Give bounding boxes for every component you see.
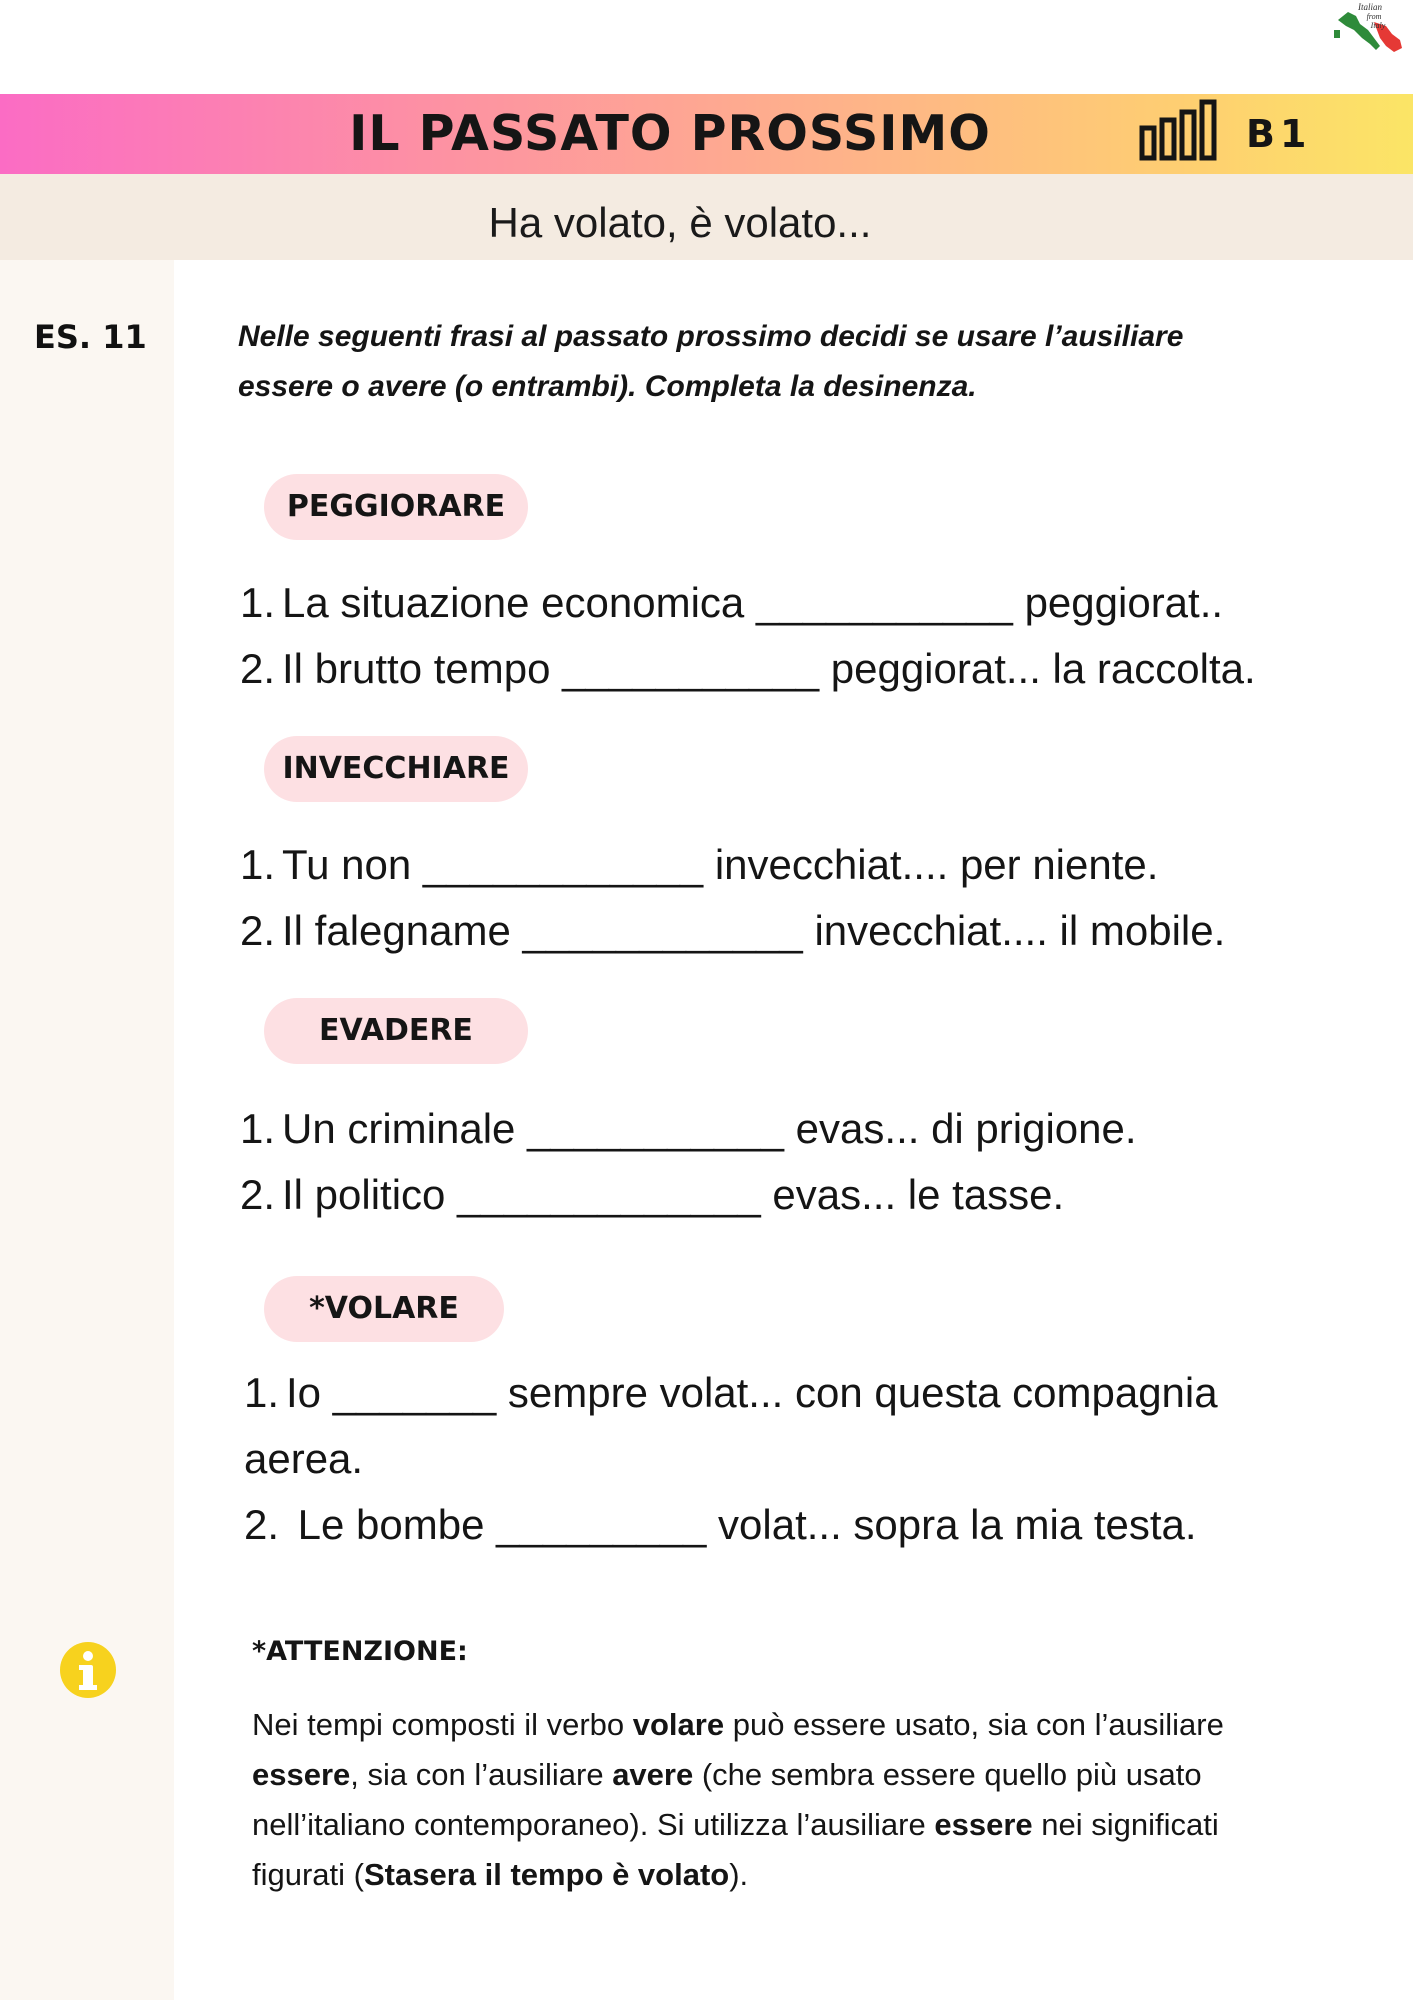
sentence-number: 2. bbox=[240, 645, 276, 692]
sentence-text: Il falegname ____________ invecchiat.... il mobile. bbox=[282, 907, 1226, 954]
attention-bold: Stasera il tempo è volato bbox=[363, 1857, 730, 1892]
attention-text: (che sembra essere quello più usato nell’italiano contemporaneo). Si utilizza l’ausiliare bbox=[252, 1757, 1202, 1842]
svg-text:Italian: Italian bbox=[1358, 2, 1382, 12]
info-icon bbox=[58, 1640, 118, 1700]
exercise-instructions: Nelle seguenti frasi al passato prossimo decidi se usare l’ausiliare essere o avere (o entrambi). Completa la desinenza. bbox=[238, 320, 1184, 403]
sentence-peggiorare-2 bbox=[240, 636, 1340, 702]
sentence-invecchiare-2 bbox=[240, 898, 1340, 964]
sentence-text: Il brutto tempo ___________ peggiorat... la raccolta. bbox=[282, 645, 1256, 692]
signal-bars-level-icon bbox=[1138, 98, 1226, 166]
page-title: IL PASSATO PROSSIMO bbox=[349, 105, 991, 162]
attention-text: nei significati figurati ( bbox=[252, 1807, 1219, 1892]
sentence-text: Il politico _____________ evas... le tasse. bbox=[282, 1171, 1065, 1218]
attention-bold: essere bbox=[934, 1807, 1033, 1842]
attention-bold: avere bbox=[612, 1757, 694, 1792]
sentence-number: 1. bbox=[244, 1369, 280, 1416]
attention-text: ). bbox=[729, 1857, 749, 1892]
sentence-number: 1. bbox=[240, 1105, 276, 1152]
attention-bold: volare bbox=[632, 1707, 725, 1742]
exercise-number: ES. 11 bbox=[34, 318, 147, 356]
left-sidebar-strip bbox=[0, 260, 174, 2000]
attention-title: *ATTENZIONE: bbox=[252, 1636, 468, 1667]
sentence-number: 2. bbox=[240, 907, 276, 954]
logo-italy-map-icon bbox=[1330, 0, 1410, 60]
sentence-text: aerea. bbox=[244, 1435, 364, 1482]
level-badge: B1 bbox=[1246, 112, 1312, 156]
sentence-number: 2. bbox=[240, 1171, 276, 1218]
sentence-number: 1. bbox=[240, 579, 276, 626]
sentence-volare-1 bbox=[244, 1360, 1344, 1426]
verb-pill-invecchiare: INVECCHIARE bbox=[264, 736, 528, 802]
attention-text: , sia con l’ausiliare bbox=[350, 1757, 613, 1792]
attention-body bbox=[252, 1700, 1312, 1900]
sentence-volare-2 bbox=[244, 1492, 1344, 1558]
verb-pill-evadere: EVADERE bbox=[264, 998, 528, 1064]
sentence-volare-1-continued bbox=[244, 1426, 1344, 1492]
sentence-invecchiare-1 bbox=[240, 832, 1340, 898]
subtitle-band bbox=[0, 174, 1413, 260]
sentence-peggiorare-1 bbox=[240, 570, 1340, 636]
sentence-text: Le bombe _________ volat... sopra la mia testa. bbox=[286, 1501, 1197, 1548]
sentence-number: 2. bbox=[244, 1501, 280, 1548]
subtitle: Ha volato, è volato... bbox=[488, 199, 872, 246]
verb-pill-peggiorare: PEGGIORARE bbox=[264, 474, 528, 540]
svg-text:Italy: Italy bbox=[1370, 21, 1386, 30]
sentence-text: Tu non ____________ invecchiat.... per niente. bbox=[282, 841, 1159, 888]
attention-text: Nei tempi composti il verbo bbox=[252, 1707, 633, 1742]
attention-text: può essere usato, sia con l’ausiliare bbox=[724, 1707, 1224, 1742]
sentence-text: Un criminale ___________ evas... di prigione. bbox=[282, 1105, 1137, 1152]
attention-bold: essere bbox=[252, 1757, 351, 1792]
sentence-evadere-1 bbox=[240, 1096, 1340, 1162]
svg-text:from: from bbox=[1366, 12, 1382, 21]
sentence-number: 1. bbox=[240, 841, 276, 888]
verb-pill-volare: *VOLARE bbox=[264, 1276, 504, 1342]
sentence-text: Io _______ sempre volat... con questa compagnia bbox=[286, 1369, 1218, 1416]
sentence-text: La situazione economica ___________ peggiorat.. bbox=[282, 579, 1224, 626]
sentence-evadere-2 bbox=[240, 1162, 1340, 1228]
